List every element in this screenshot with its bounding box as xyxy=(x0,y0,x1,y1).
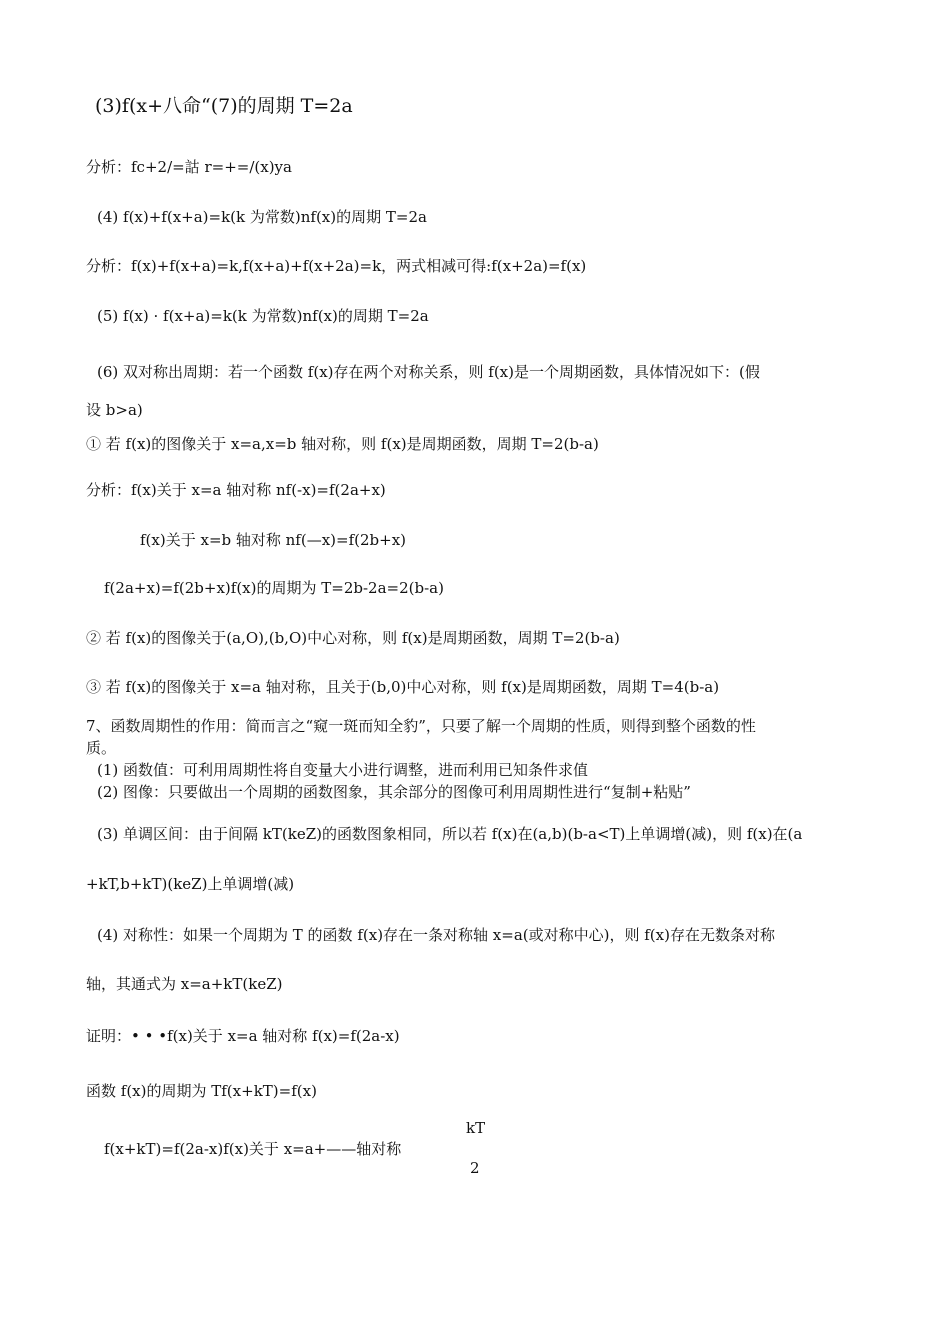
text-line: kT xyxy=(466,1119,486,1137)
text-line: 分析：fc+2/=詁 r=+=/(x)ya xyxy=(86,158,292,176)
text-line: (6) 双对称出周期：若一个函数 f(x)存在两个对称关系，则 f(x)是一个周期函数，具体情况如下：(假 xyxy=(97,363,760,381)
text-line: (3) 单调区间：由于间隔 kT(keZ)的函数图象相同，所以若 f(x)在(a,b)(b-a<T)上单调增(减)，则 f(x)在(a xyxy=(97,825,803,843)
text-line: (3)f(x+八命“(7)的周期 T=2a xyxy=(95,95,353,117)
text-line: (5) f(x) · f(x+a)=k(k 为常数)nf(x)的周期 T=2a xyxy=(97,307,429,325)
text-line: (4) 对称性：如果一个周期为 T 的函数 f(x)存在一条对称轴 x=a(或对称中心)，则 f(x)存在无数条对称 xyxy=(97,926,775,944)
text-line: 2 xyxy=(470,1159,480,1177)
text-line: (4) f(x)+f(x+a)=k(k 为常数)nf(x)的周期 T=2a xyxy=(97,208,427,226)
text-line: 分析：f(x)+f(x+a)=k,f(x+a)+f(x+2a)=k，两式相减可得:f(x+2a)=f(x) xyxy=(86,257,587,275)
text-line: ① 若 f(x)的图像关于 x=a,x=b 轴对称，则 f(x)是周期函数，周期 T=2(b-a) xyxy=(86,435,599,453)
text-line: 质。 xyxy=(86,739,117,757)
text-line: 轴，其通式为 x=a+kT(keZ) xyxy=(86,975,283,993)
text-line: f(x)关于 x=b 轴对称 nf(—x)=f(2b+x) xyxy=(140,531,407,549)
text-line: 设 b>a) xyxy=(86,401,143,419)
text-line: 7、函数周期性的作用：简而言之“窥一斑而知全豹”，只要了解一个周期的性质，则得到整个函数的性 xyxy=(86,717,756,735)
text-line: ③ 若 f(x)的图像关于 x=a 轴对称，且关于(b,0)中心对称，则 f(x)是周期函数，周期 T=4(b-a) xyxy=(86,678,720,696)
text-line: f(x+kT)=f(2a-x)f(x)关于 x=a+——轴对称 xyxy=(104,1140,402,1158)
text-line: (1) 函数值：可利用周期性将自变量大小进行调整，进而利用已知条件求值 xyxy=(97,761,589,779)
text-line: +kT,b+kT)(keZ)上单调增(减) xyxy=(86,875,295,893)
text-line: ② 若 f(x)的图像关于(a,O),(b,O)中心对称，则 f(x)是周期函数，周期 T=2(b-a) xyxy=(86,629,620,647)
text-line: (2) 图像：只要做出一个周期的函数图象，其余部分的图像可利用周期性进行“复制+粘贴” xyxy=(97,783,691,801)
text-line: 函数 f(x)的周期为 Tf(x+kT)=f(x) xyxy=(86,1082,317,1100)
text-line: 证明：• • •f(x)关于 x=a 轴对称 f(x)=f(2a-x) xyxy=(86,1027,400,1045)
text-line: 分析：f(x)关于 x=a 轴对称 nf(-x)=f(2a+x) xyxy=(86,481,386,499)
text-line: f(2a+x)=f(2b+x)f(x)的周期为 T=2b-2a=2(b-a) xyxy=(104,579,444,597)
